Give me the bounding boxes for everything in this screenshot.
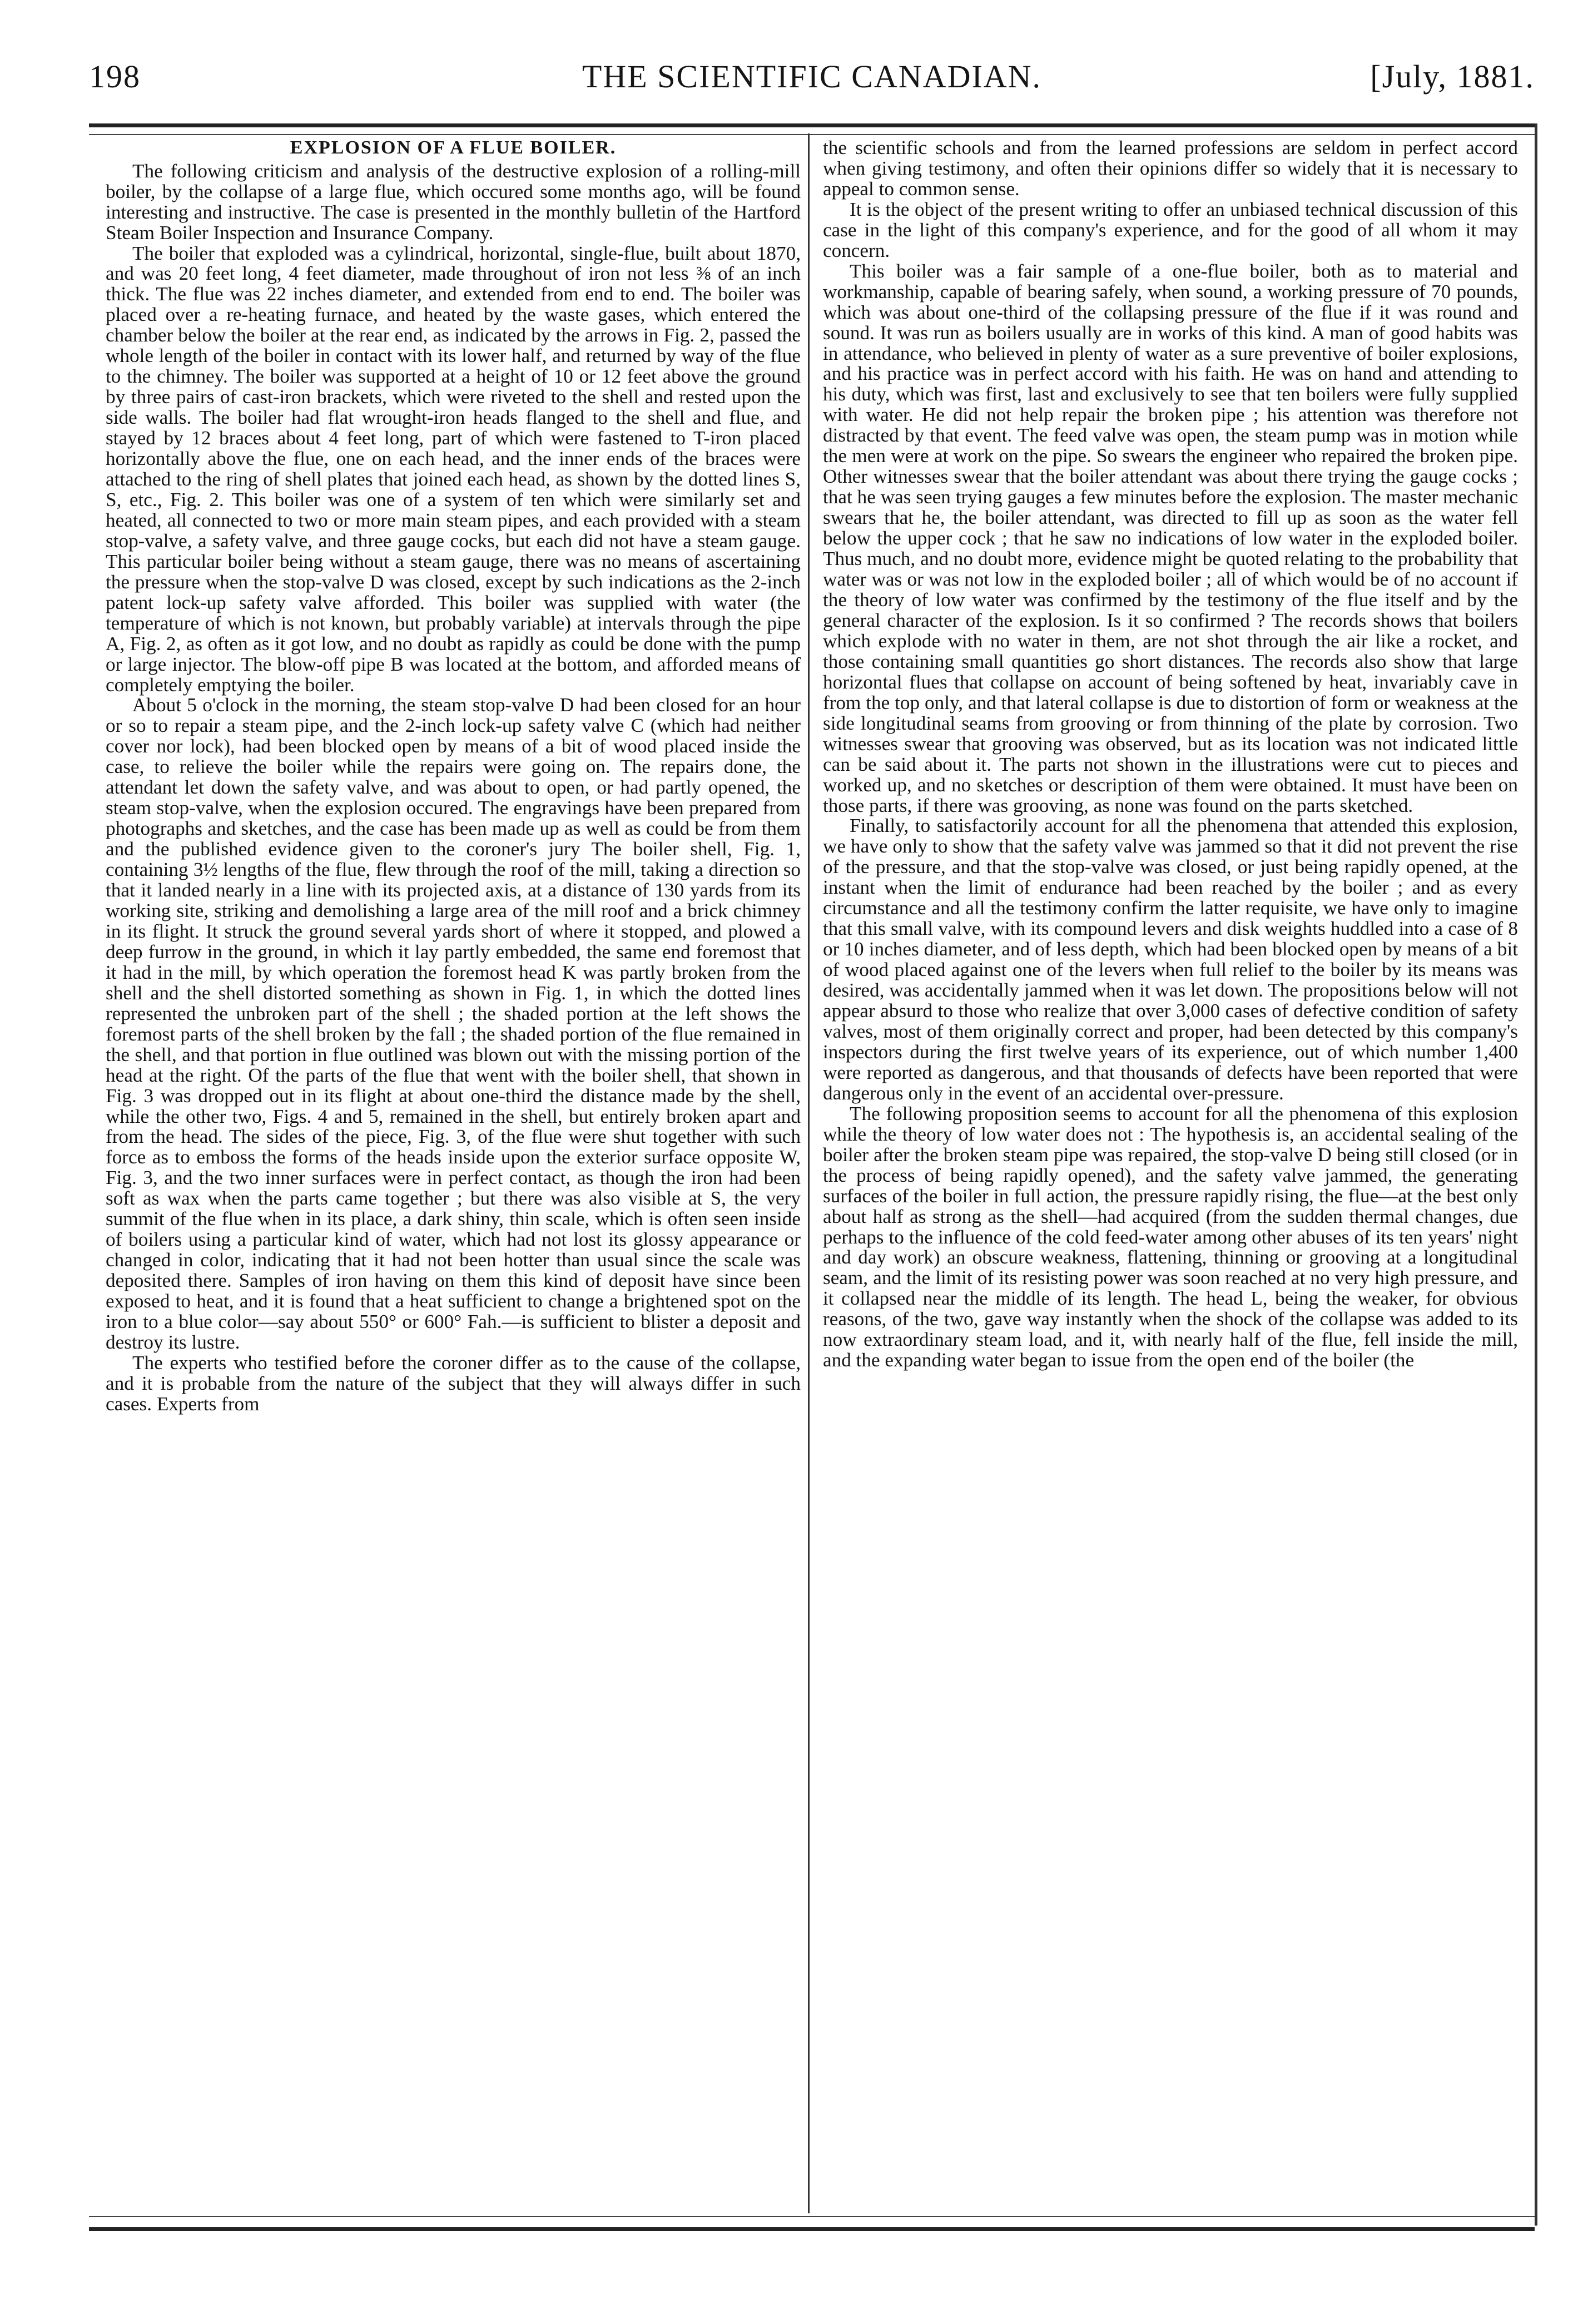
page-frame-bottom-rule: [89, 2216, 1535, 2231]
journal-title: THE SCIENTIFIC CANADIAN.: [582, 58, 1042, 95]
page-number: 198: [89, 58, 141, 95]
article-heading: EXPLOSION OF A FLUE BOILER.: [290, 137, 617, 158]
right-column: [823, 138, 1518, 2212]
paragraph-safety-valve: Finally, to satisfactorily account for all the phenomena that attended this explosion, we have only to show that the safety valve was jammed so that it did not prevent the rise of the pressure, and that the stop-valve was closed, or just being rapidly opened, at the instant when the limit of endurance had been reached by the boiler ; and as every circumstance and all the testimony confirm the latter requisite, we have only to imagine that this small valve, with its compound levers and disk weights huddled into a case of 8 or 10 inches diameter, and of less depth, which had been blocked open by means of a bit of wood placed against one of the levers when full relief to the boiler by its means was desired, was accidentally jammed when it was let down. The propositions below will not appear absurd to those who realize that over 3,000 cases of defective condition of safety valves, most of them originally correct and proper, had been detected by this company's inspectors during the first twelve years of its experience, out of which number 1,400 were reported as dangerous, and that thousands of defects have been reported that were dangerous only in the event of an accidental over-pressure.: [823, 815, 1518, 1104]
paragraph-introduction: The following criticism and analysis of the destructive explosion of a rolling-mill boiler, by the collapse of a large flue, which occured some months ago, will be found interesting and instructive. The case is presented in the monthly bulletin of the Hartford Steam Boiler Inspection and Insurance Company.: [106, 160, 801, 244]
left-column: [106, 138, 801, 2212]
paragraph-boiler-description: The boiler that exploded was a cylindrical, horizontal, single-flue, built about 1870, and was 20 feet long, 4 feet diameter, made throughout of iron not less ⅜ of an inch thick. The flue was 22 inches diameter, and extended from end to end. The boiler was placed over a re-heating furnace, and heated by the waste gases, which entered the chamber below the boiler at the rear end, as indicated by the arrows in Fig. 2, passed the whole length of the boiler in contact with its lower half, and returned by way of the flue to the chimney. The boiler was supported at a height of 10 or 12 feet above the ground by three pairs of cast-iron brackets, which were riveted to the shell and rested upon the side walls. The boiler had flat wrought-iron heads flanged to the shell and flue, and stayed by 12 braces about 4 feet long, part of which were fastened to T-iron placed horizontally above the flue, one on each head, and the inner ends of the braces were attached to the ring of shell plates that joined each head, as shown by the dotted lines S, S, etc., Fig. 2. This boiler was one of a system of ten which were similarly set and heated, all connected to two or more main steam pipes, and each provided with a steam stop-valve, a safety valve, and three gauge cocks, but each did not have a steam gauge. This particular boiler being without a steam gauge, there was no means of ascertaining the pressure when the stop-valve D was closed, except by such indications as the 2-inch patent lock-up safety valve afforded. This boiler was supplied with water (the temperature of which is not known, but probably variable) at intervals through the pipe A, Fig. 2, as often as it got low, and no doubt as rapidly as could be done with the pump or large injector. The blow-off pipe B was located at the bottom, and afforded means of completely emptying the boiler.: [106, 242, 801, 696]
masthead: [89, 49, 1535, 110]
paragraph-hypothesis: The following proposition seems to account for all the phenomena of this explosion while the theory of low water does not : The hypothesis is, an accidental sealing of the boiler after the broken steam pipe was repaired, the stop-valve D being still closed (or in the process of being rapidly opened), and the safety valve jammed, the generating surfaces of the boiler in full action, the pressure rapidly rising, the flue—at the best only about half as strong as the shell—had acquired (from the sudden thermal changes, due perhaps to the influence of the cold feed-water among other abuses of its ten years' night and day work) an obscure weakness, flattening, thinning or grooving at a longitudinal seam, and the limit of its resisting power was soon reached at no very high pressure, and it collapsed near the middle of its length. The head L, being the weaker, for obvious reasons, of the two, gave way instantly when the shock of the collapse was added to its now extraordinary steam load, and it, with nearly half of the flue, fell inside the mill, and the expanding water began to issue from the open end of the boiler (the: [823, 1102, 1518, 1371]
paragraph-low-water-analysis: This boiler was a fair sample of a one-flue boiler, both as to material and workmanship, capable of bearing safely, when sound, a working pressure of 70 pounds, which was about one-third of the collapsing pressure of the flue if it was round and sound. It was run as boilers usually are in works of this kind. A man of good habits was in attendance, who believed in plenty of water as a sure preventive of boiler explosions, and his practice was in perfect accord with his faith. He was on hand and attending to his duty, which was first, last and exclusively to see that ten boilers were fully supplied with water. He did not help repair the broken pipe ; his attention was therefore not distracted by that event. The feed valve was open, the steam pump was in motion while the men were at work on the pipe. So swears the engineer who repaired the broken pipe. Other witnesses swear that the boiler attendant was about there trying the gauge cocks ; that he was seen trying gauges a few minutes before the explosion. The master mechanic swears that he, the boiler attendant, was directed to fill up as soon as the water fell below the upper cock ; that he saw no indications of low water in the exploded boiler. Thus much, and no doubt more, evidence might be quoted relating to the probability that water was or was not low in the exploded boiler ; all of which would be of no account if the theory of low water was confirmed by the testimony of the flue itself and by the general character of the explosion. Is it so confirmed ? The records shows that boilers which explode with no water in them, are not shot through the air like a rocket, and those containing small quantities go short distances. The records also show that large horizontal flues that collapse on account of being softened by heat, invariably cave in from the top only, and that lateral collapse is due to distortion of form or weakness at the side longitudinal seams from grooving or from thinning of the plate by corrosion. Two witnesses swear that grooving was observed, but as its location was not indicated little can be said about it. The parts not shown in the illustrations were cut to pieces and worked up, and no sketches or description of them were obtained. It must have been on those parts, if there was grooving, as none was found on the parts sketched.: [823, 260, 1518, 816]
column-divider: [808, 133, 810, 2213]
issue-date: [July, 1881.: [1370, 58, 1535, 95]
page-frame-right-rule: [1535, 123, 1537, 2226]
paragraph-explosion-account: About 5 o'clock in the morning, the steam stop-valve D had been closed for an hour or so to repair a steam pipe, and the 2-inch lock-up safety valve C (which had neither cover nor lock), had been blocked open by means of a bit of wood placed inside the case, to relieve the boiler while the repairs were going on. The repairs done, the attendant let down the safety valve, and was about to open, or had partly opened, the steam stop-valve, when the explosion occured. The engravings have been prepared from photographs and sketches, and the case has been made up as well as could be from them and the published evidence given to the coroner's jury The boiler shell, Fig. 1, containing 3½ lengths of the flue, flew through the roof of the mill, taking a direction so that it landed nearly in a line with its projected axis, at a distance of 130 yards from its working site, striking and demolishing a large area of the mill roof and a brick chimney in its flight. It struck the ground several yards short of where it stopped, and plowed a deep furrow in the ground, in which it lay partly embedded, the same end foremost that it had in the mill, by which operation the foremost head K was partly broken from the shell and the shell distorted something as shown in Fig. 1, in which the dotted lines represented the unbroken part of the shell ; the shaded portion at the left shows the foremost parts of the shell broken by the fall ; the shaded portion of the flue remained in the shell, and that portion in flue outlined was blown out with the missing portion of the head at the right. Of the parts of the flue that went with the boiler shell, that shown in Fig. 3 was dropped out in its flight at about one-third the distance made by the shell, while the other two, Figs. 4 and 5, remained in the shell, but entirely broken apart and from the head. The sides of the piece, Fig. 3, of the flue were shut together with such force as to emboss the forms of the heads inside upon the exterior surface opposite W, Fig. 3, and the two inner surfaces were in perfect contact, as though the iron had been soft as wax when the parts came together ; but there was also visible at S, the very summit of the flue when in its place, a dark shiny, thin scale, which is often seen inside of boilers using a particular kind of water, which had not lost its glossy appearance or changed in color, indicating that it had not been hotter than usual since the scale was deposited there. Samples of iron having on them this kind of deposit have since been exposed to heat, and it is found that a heat sufficient to change a brightened spot on the iron to a blue color—say about 550° or 600° Fah.—is sufficient to blister a deposit and destroy its lustre.: [106, 694, 801, 1354]
paragraph-continuation: the scientific schools and from the learned professions are seldom in perfect accord when giving testimony, and often their opinions differ so widely that it is necessary to appeal to common sense.: [823, 137, 1518, 200]
paragraph-object-of-writing: It is the object of the present writing to offer an unbiased technical discussion of this case in the light of this company's experience, and for the good of all whom it may concern.: [823, 198, 1518, 261]
paragraph-experts: The experts who testified before the coroner differ as to the cause of the collapse, and it is probable from the nature of the subject that they will always differ in such cases. Experts from: [106, 1351, 801, 1415]
